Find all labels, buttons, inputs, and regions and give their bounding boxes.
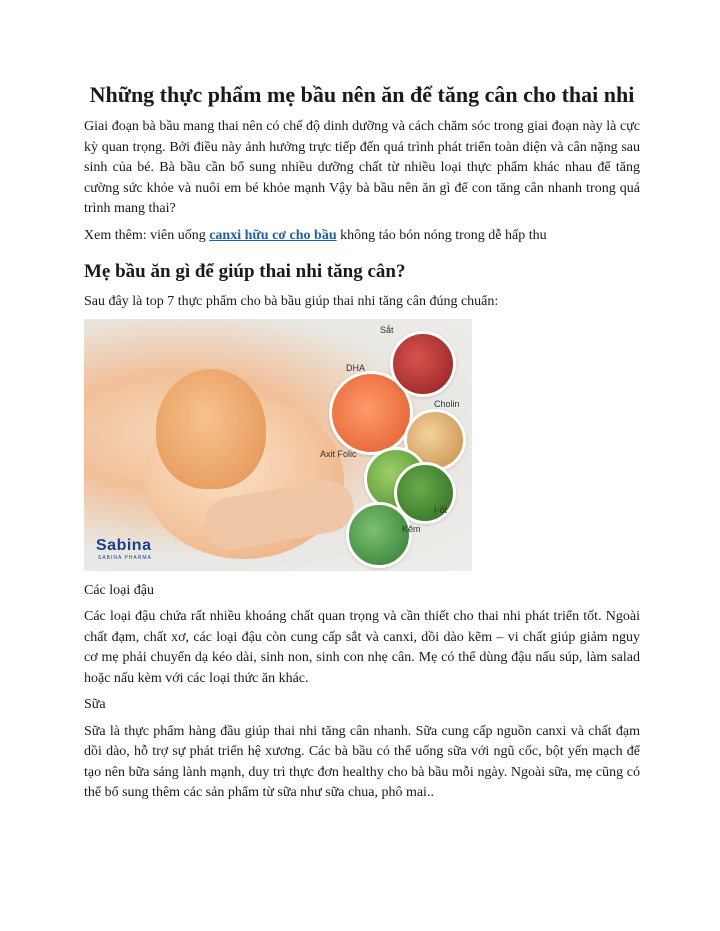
nutrition-illustration xyxy=(84,319,472,571)
label-kem: Kẽm xyxy=(402,523,421,534)
see-also-suffix: không táo bón nóng trong dễ hấp thu xyxy=(336,227,547,243)
label-iot: I-ốt xyxy=(434,504,448,515)
section-heading: Mẹ bầu ăn gì để giúp thai nhi tăng cân? xyxy=(84,261,406,282)
label-dha: DHA xyxy=(346,362,366,373)
label-cholin: Cholin xyxy=(434,398,460,409)
spinach-image xyxy=(346,502,412,568)
label-axit-folic: Axit Folic xyxy=(320,448,357,459)
item-heading-beans: Các loại đậu xyxy=(84,582,154,598)
see-also-prefix: Xem thêm: viên uống xyxy=(84,227,210,243)
sabina-logo-subtitle: SABINA PHARMA xyxy=(98,554,152,561)
sabina-logo: Sabina xyxy=(96,536,152,554)
item-body-milk: Sữa là thực phẩm hàng đầu giúp thai nhi tăng cân nhanh. Sữa cung cấp nguồn canxi và chất đạm dồi dào, hỗ trợ sự phát triển hệ xương. Các bà bầu có thể uống sữa với ngũ cốc, bột yến mạch để tạo nên bữa sáng lành mạnh, duy trì thực đơn healthy cho bà bầu mỗi ngày. Ngoài sữa, mẹ cũng có thể bổ sung thêm các sản phẩm từ sữa như sữa chua, phô mai.. xyxy=(84,723,640,800)
fetus-image xyxy=(156,369,266,489)
section-intro: Sau đây là top 7 thực phẩm cho bà bầu giúp thai nhi tăng cân đúng chuẩn: xyxy=(84,294,499,309)
canxi-link[interactable]: canxi hữu cơ cho bầu xyxy=(209,227,337,243)
document-page xyxy=(84,80,640,810)
see-also-paragraph xyxy=(84,226,640,247)
intro-paragraph: Giai đoạn bà bầu mang thai nên có chế độ dinh dưỡng và cách chăm sóc trong giai đoạn này là cực kỳ quan trọng. Bởi điều này ảnh hưởng trực tiếp đến quá trình phát triển toàn diện và cân nặng sau sinh của bé. Bà bầu cần bổ sung nhiều dưỡng chất từ nhiều loại thực phẩm khác nhau để tăng cường sức khỏe và nuôi em bé khỏe mạnh Vậy bà bầu nên ăn gì để con tăng cân nhanh trong quá trình mang thai? xyxy=(84,119,640,216)
item-heading-milk: Sữa xyxy=(84,697,106,712)
item-body-beans: Các loại đậu chứa rất nhiều khoáng chất quan trọng và cần thiết cho thai nhi phát triển tốt. Ngoài chất đạm, chất xơ, các loại đậu còn cung cấp sắt và canxi, dồi dào kẽm – vi chất giúp giảm nguy cơ mẹ phải chuyển dạ kéo dài, sinh non, sinh con nhẹ cân. Mẹ có thể dùng đậu nấu súp, làm salad hoặc nấu kèm với các loại thức ăn khác. xyxy=(84,609,640,686)
article-title: Những thực phẩm mẹ bầu nên ăn để tăng cân cho thai nhi xyxy=(89,82,635,107)
label-sat: Sắt xyxy=(380,324,394,335)
red-meat-image xyxy=(390,331,456,397)
